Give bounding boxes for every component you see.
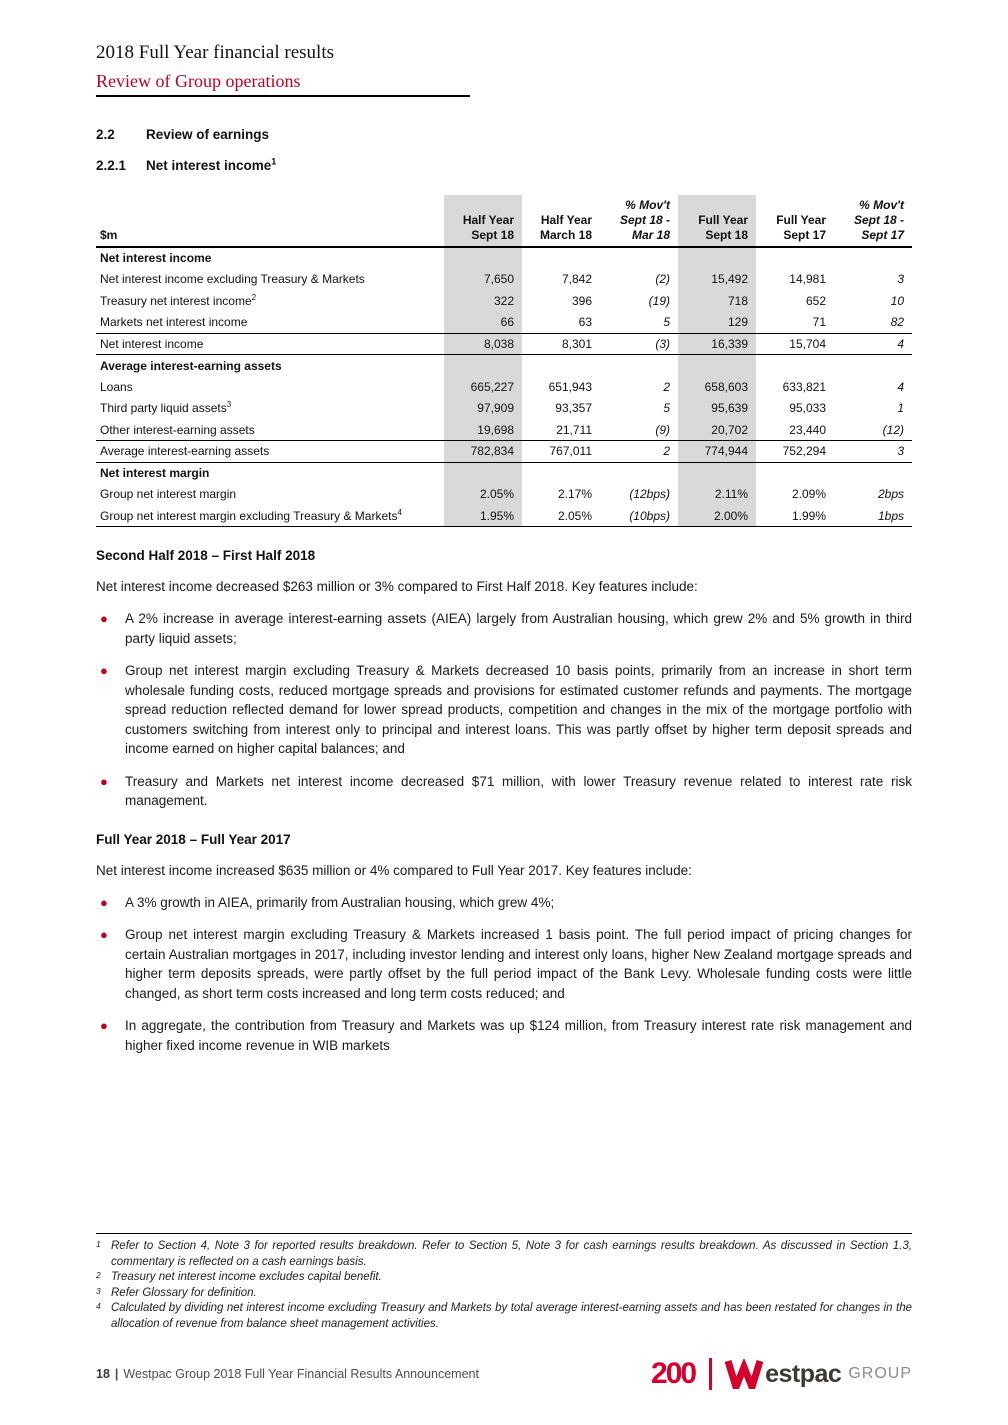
cell-value: 396 [571,293,592,308]
column-header-line: Full Year [776,213,826,227]
cell-value: 2 [600,441,678,463]
bullet-icon: ● [100,1018,108,1033]
half-year-comparison-heading: Second Half 2018 – First Half 2018 [96,548,316,563]
column-header-line [530,198,592,213]
footer-caption [96,1367,479,1381]
column-header-line: Sept 18 - [853,213,904,227]
cell-value: 2 [663,379,670,394]
cell-value: (2) [655,272,670,287]
footnote [96,1301,912,1332]
bullet-icon: ● [100,663,108,678]
cell-value: 7,842 [561,272,592,287]
section-number: 2.2 [96,127,115,142]
cell-value: 2bps [877,487,904,502]
column-header [678,195,756,247]
footnotes-section [96,1233,912,1332]
column-header-line: Full Year [698,213,748,227]
cell-value: 14,981 [789,272,826,287]
cell-value: 774,944 [678,441,756,463]
cell-value: 95,639 [678,398,756,420]
cell-value: 95,033 [789,401,826,416]
row-label: Group net interest margin excluding Treasury & Markets$^4$ [96,505,444,527]
bullet-icon: ● [100,773,108,789]
column-header-line: Half Year [462,213,514,227]
logo-divider [709,1358,712,1390]
table-row [96,505,912,527]
row-label: Loans [100,379,133,394]
net-interest-income-table [96,195,912,527]
cell-value: (9) [655,422,670,437]
page-footer [96,1348,912,1400]
half-year-intro-paragraph: Net interest income decreased $263 million or 3% compared to First Half 2018. Key features include: [96,579,698,594]
bullet-icon: ● [100,611,108,626]
table-row [96,376,912,398]
column-header-line: Sept 18 [471,228,514,242]
cell-value: 2.05% [522,505,600,527]
row-label: Markets net interest income [100,315,248,329]
column-header-line: March 18 [539,228,592,242]
footnote-number: 1 [96,1239,101,1249]
cell-value: 1 [897,401,904,416]
bullet-text: Group net interest margin excluding Treasury & Markets increased 1 basis point. The full period impact of pricing changes for certain Australian mortgages in 2017, including investor lending and interest only loans, higher New Zealand mortgage spreads and higher term deposits spreads, were partly offset by the full period impact of the Bank Levy. Wholesale funding costs were little changed, as short term costs increased and long term costs reduced; and [125,927,912,1001]
column-header-line: Sept 18 - [619,213,670,227]
cell-value: 20,702 [678,419,756,441]
document-subtitle: Review of Group operations [96,71,301,91]
cell-value: 2.05% [444,484,522,506]
cell-value [834,355,912,377]
cell-value: 322 [444,290,522,312]
cell-value [678,462,756,484]
footnote [96,1239,912,1270]
list-item [96,893,912,913]
cell-value: 93,357 [555,401,592,416]
row-label: Group net interest margin [100,487,237,502]
full-year-intro-paragraph: Net interest income increased $635 million or 4% compared to Full Year 2017. Key features include: [96,862,692,878]
column-header-line [686,198,748,213]
column-header [756,195,834,247]
section-heading-review-of-earnings [96,127,912,142]
cell-value: 8,301 [522,333,600,355]
cell-value: 1bps [834,505,912,527]
table-row [96,312,912,334]
footnote-text: Refer Glossary for definition. [111,1286,257,1299]
cell-value [834,462,912,484]
row-label: Average interest-earning assets [100,358,282,373]
cell-value: (12bps) [629,487,670,502]
cell-value: 16,339 [678,333,756,355]
footnote-number: 2 [96,1270,101,1280]
cell-value: 665,227 [444,376,522,398]
column-header-line: Sept 18 [705,228,748,242]
cell-value [600,355,678,377]
cell-value: 658,603 [678,376,756,398]
column-header-line: Sept 17 [861,228,904,242]
footnote-reference: 1 [271,156,277,167]
table-row [96,269,912,291]
cell-value [678,247,756,269]
cell-value: (3) [600,333,678,355]
cell-value [600,462,678,484]
table-row [96,419,912,441]
cell-value: 4 [834,333,912,355]
row-label: Average interest-earning assets [96,441,444,463]
table-row [96,484,912,506]
column-header-line: % Mov't [859,198,904,212]
cell-value [522,462,600,484]
section-title: Net interest income$^1$ [146,156,277,173]
list-item [96,609,912,648]
row-label: Third party liquid assets$^3$ [100,400,232,416]
table-row [96,355,912,377]
cell-value: 23,440 [789,422,826,437]
cell-value: 63 [578,315,592,329]
table-row [96,462,912,484]
cell-value: 651,943 [548,379,592,394]
cell-value: 633,821 [782,379,826,394]
cell-value: 1.95% [444,505,522,527]
cell-value [444,355,522,377]
full-year-comparison-heading: Full Year 2018 – Full Year 2017 [96,831,291,847]
list-item [96,661,912,759]
bullet-text: In aggregate, the contribution from Treasury and Markets was up $124 million, from Treasury interest rate risk management and higher fixed income revenue in WIB markets [125,1018,912,1053]
cell-value: 8,038 [444,333,522,355]
cell-value: 15,492 [678,269,756,291]
cell-value: 15,704 [756,333,834,355]
cell-value [444,247,522,269]
list-item [96,772,912,811]
cell-value [756,247,834,269]
westpac-wordmark: estpac [765,1359,842,1388]
cell-value: 82 [890,315,904,329]
cell-value: 71 [812,315,826,329]
document-title: 2018 Full Year financial results [96,42,335,63]
section-number: 2.2.1 [96,158,127,173]
unit-label-cell [96,195,444,247]
bullet-text: A 3% growth in AIEA, primarily from Australian housing, which grew 4%; [125,894,555,910]
cell-value [678,355,756,377]
bullet-text: Treasury and Markets net interest income decreased $71 million, with lower Treasury revenue related to interest rate risk management. [125,773,912,808]
cell-value: 66 [444,312,522,334]
cell-value: 5 [663,315,670,329]
table-row [96,398,912,420]
footnote [96,1270,912,1286]
bullet-icon: ● [100,894,108,910]
bullet-text: Group net interest margin excluding Treasury & Markets decreased 10 basis points, primarily from an increase in short term wholesale funding costs, reduced mortgage spreads and provisions for estimated customer refunds and payments. The mortgage spread reduction reflected demand for lower spread products, competition and changes in the mix of the mortgage portfolio with customers switching from interest only to principal and interest loans. This was partly offset by higher term deposit spreads and income earned on higher capital balances; and [125,663,912,756]
westpac-group-logo [651,1357,912,1391]
table-row [96,247,912,269]
column-header-line: Mar 18 [631,228,670,242]
cell-value: 3 [834,441,912,463]
cell-value: 4 [897,379,904,394]
cell-value [522,247,600,269]
cell-value [444,462,522,484]
cell-value [600,247,678,269]
footnote-text: Treasury net interest income excludes capital benefit. [111,1271,382,1283]
bullet-icon: ● [100,927,108,942]
row-label: Net interest income excluding Treasury & Markets [100,272,365,287]
list-item [96,925,912,1003]
table-row [96,333,912,355]
cell-value: 652 [805,293,826,308]
cell-value: (19) [648,293,670,308]
footnote-reference: 2 [251,292,257,302]
cell-value [756,355,834,377]
column-header [444,195,522,247]
page-number: 18 [96,1367,110,1381]
section-title: Review of earnings [146,127,270,142]
westpac-w-icon [724,1359,764,1389]
group-wordmark: GROUP [848,1365,912,1382]
list-item [96,1016,912,1055]
cell-value: 3 [897,272,904,287]
table-row [96,290,912,312]
footnote-number: 3 [96,1285,101,1296]
footnote-number: 4 [96,1301,101,1311]
row-label: Other interest-earning assets [100,422,255,437]
bullet-text: A 2% increase in average interest-earning assets (AIEA) largely from Australian housing, which grew 2% and 5% growth in third party liquid assets; [125,611,912,646]
cell-value [522,355,600,377]
row-label: Treasury net interest income$^2$ [100,292,257,308]
footer-separator: | [114,1367,119,1381]
column-header [600,195,678,247]
cell-value: 767,011 [522,441,600,463]
column-header-line: Sept 17 [783,228,826,242]
cell-value: 21,711 [556,422,592,437]
cell-value: 2.09% [791,487,826,502]
cell-value: 7,650 [444,269,522,291]
cell-value: (10bps) [600,505,678,527]
column-header-line: Half Year [540,213,592,227]
cell-value: 5 [663,401,670,416]
column-header-line [764,198,826,213]
westpac-200-years-icon: 200 [651,1357,696,1390]
footnote-reference: 4 [397,507,402,517]
column-header [834,195,912,247]
cell-value: 718 [678,290,756,312]
column-header [522,195,600,247]
row-label: Net interest income [100,251,212,266]
cell-value: 2.11% [678,484,756,506]
cell-value: 129 [678,312,756,334]
table-row [96,441,912,463]
footnote-text: Calculated by dividing net interest income excluding Treasury and Markets by total average interest-earning assets and has been restated for changes in the allocation of revenue from balance sheet management activities. [111,1302,912,1330]
cell-value: 2.00% [678,505,756,527]
footnote-text: Refer to Section 4, Note 3 for reported results breakdown. Refer to Section 5, Note 3 for cash earnings results breakdown. As discussed in Section 1.3, commentary is reflected on a cash earnings basis. [111,1240,912,1268]
cell-value [756,462,834,484]
section-heading-net-interest-income [96,158,912,173]
subtitle-rule [96,71,470,97]
cell-value: 2.17% [557,487,592,502]
cell-value: 782,834 [444,441,522,463]
cell-value [834,247,912,269]
cell-value: 97,909 [444,398,522,420]
column-header-line [452,198,514,213]
footer-text: Westpac Group 2018 Full Year Financial Results Announcement [123,1367,479,1381]
row-label: Net interest income [96,333,444,355]
row-label: Net interest margin [100,466,210,480]
unit-label: $m [100,228,118,242]
cell-value: 752,294 [756,441,834,463]
footnote [96,1286,912,1302]
column-header-line: % Mov't [625,198,670,212]
cell-value: 19,698 [444,419,522,441]
table-header-row [96,195,912,247]
cell-value: 10 [890,293,904,308]
cell-value: 1.99% [756,505,834,527]
footnote-reference: 3 [226,400,232,410]
cell-value: (12) [882,422,904,437]
